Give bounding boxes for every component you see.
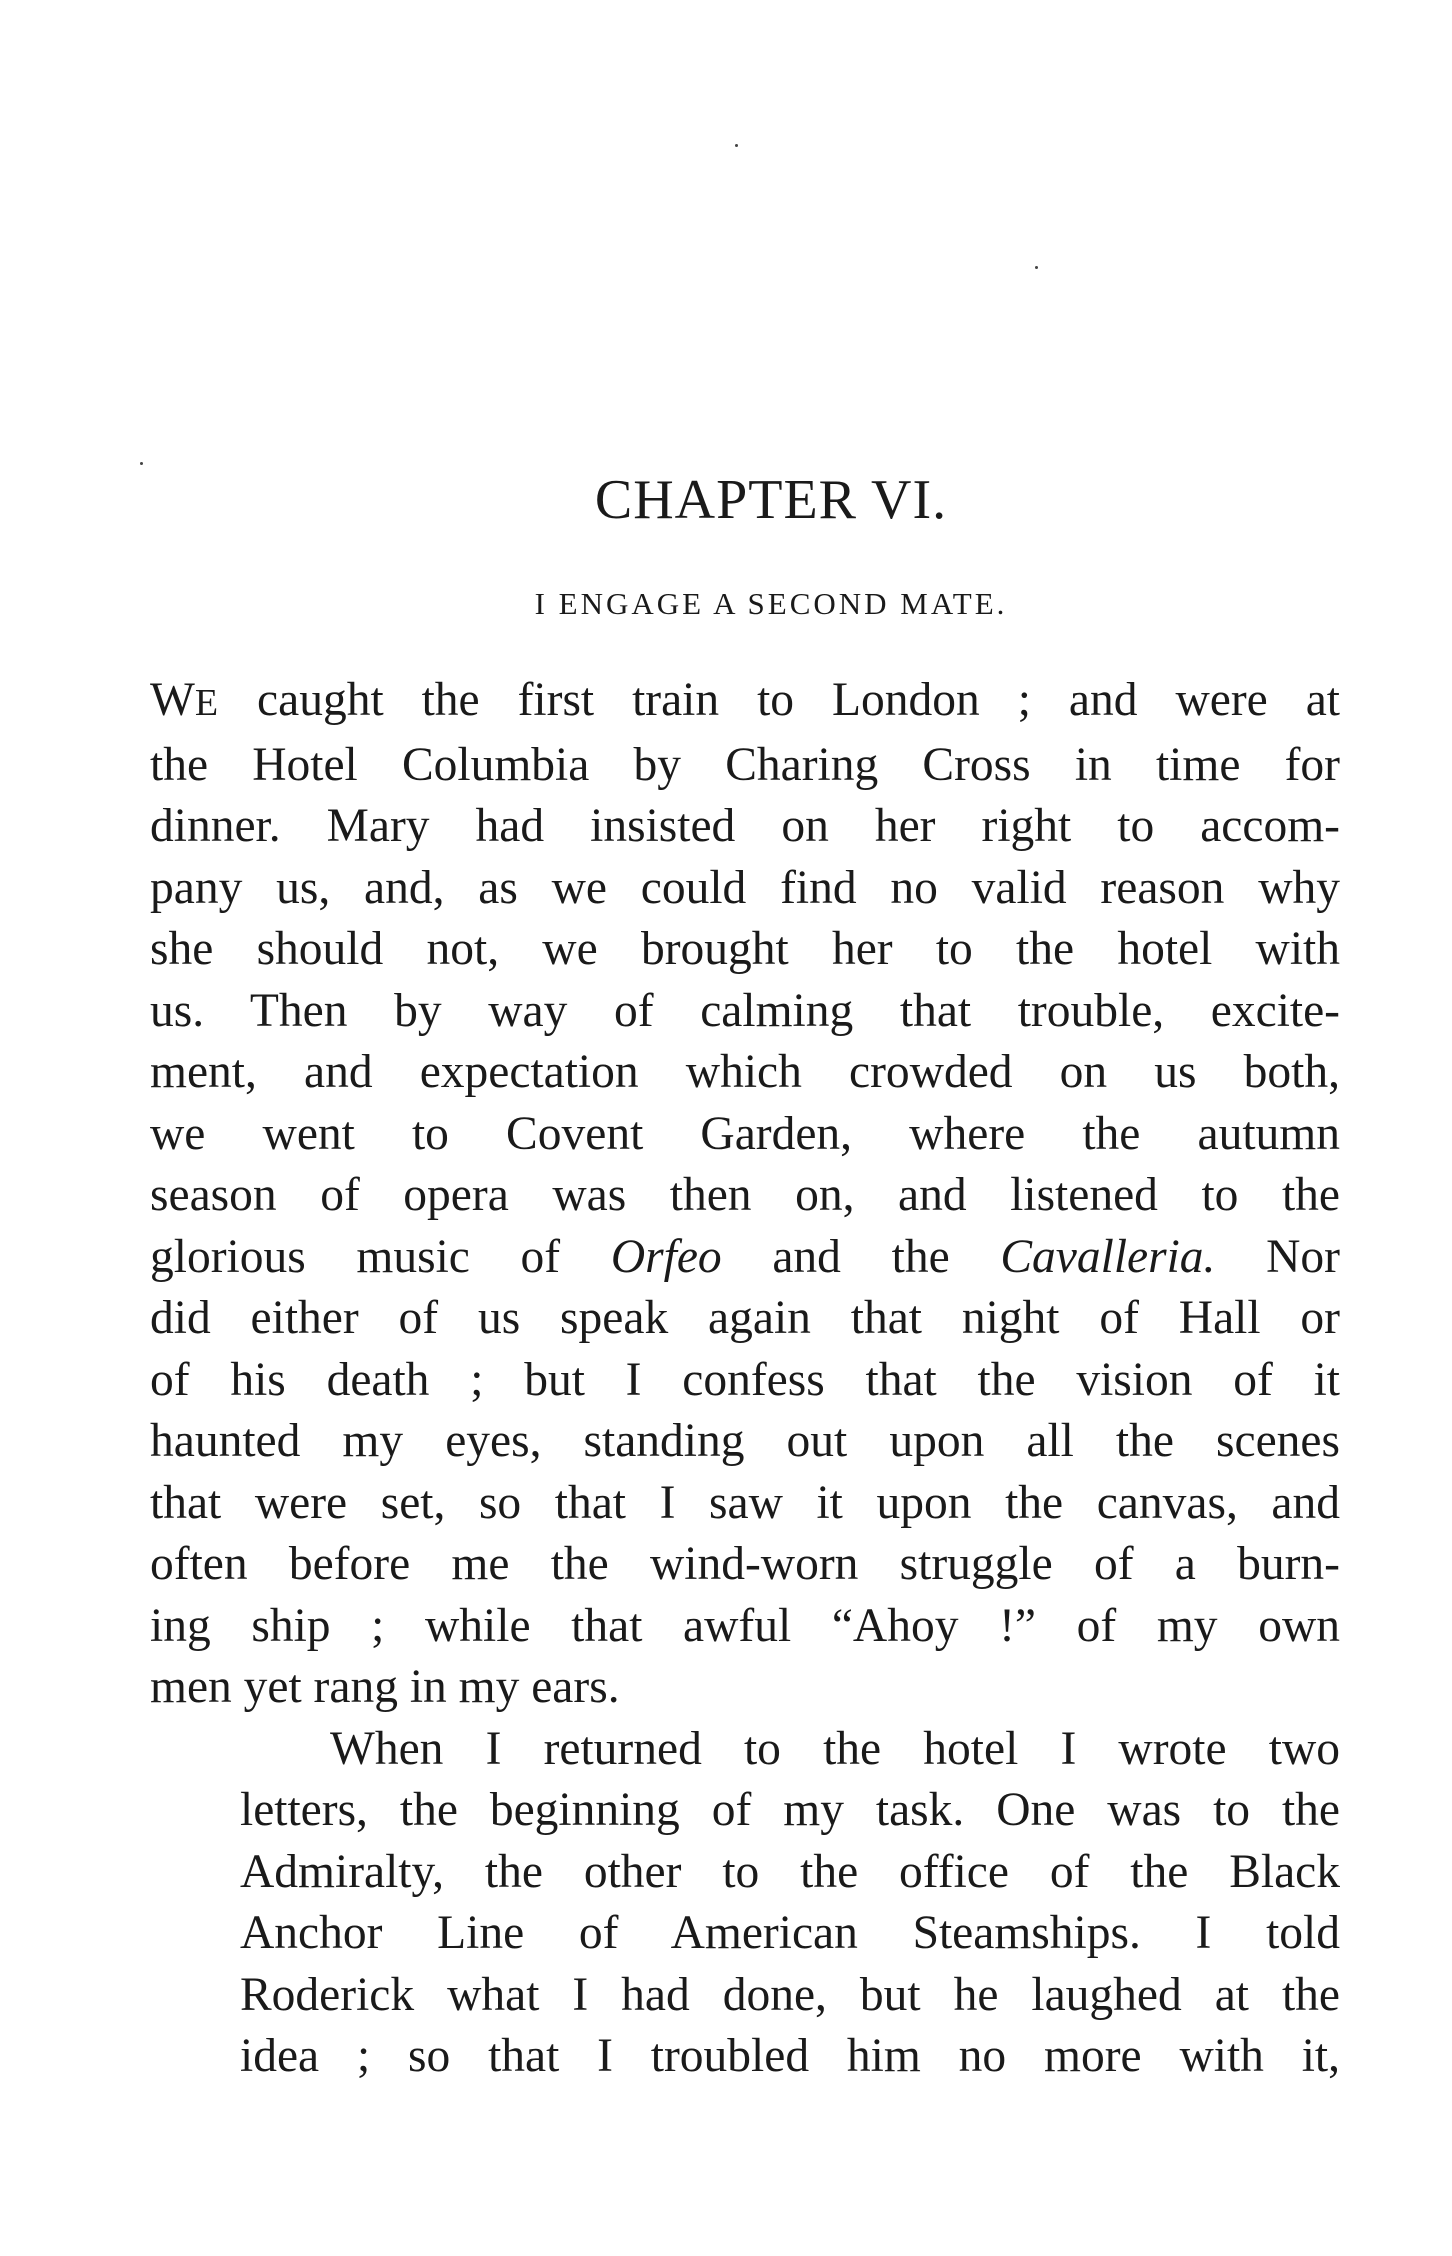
text-line (150, 1657, 1340, 1719)
text-line (150, 1780, 1340, 1842)
text-line (150, 1903, 1340, 1965)
text-segment: letters, the beginning of my task. One was to the (240, 1784, 1340, 1836)
chapter-subtitle: I ENGAGE A SECOND MATE. (534, 586, 1008, 621)
text-segment: W (150, 674, 195, 726)
text-line (150, 735, 1340, 797)
text-line (150, 1965, 1340, 2027)
text-segment: caught the first train to London ; and were at (219, 674, 1340, 726)
text-segment: ing ship ; while that awful “Ahoy !” of my own (150, 1599, 1340, 1652)
text-line (150, 1165, 1340, 1227)
print-speck (140, 462, 143, 465)
text-line (150, 858, 1340, 920)
text-line (150, 1350, 1340, 1412)
text-segment: Admiralty, the other to the office of the Black (240, 1845, 1340, 1898)
text-segment: often before me the wind-worn struggle of a burn- (150, 1538, 1340, 1590)
paragraph (150, 1719, 1340, 2088)
text-line (150, 1104, 1340, 1166)
text-segment: Nor (1215, 1230, 1340, 1283)
italic-title: Cavalleria. (1000, 1230, 1216, 1283)
text-segment: glorious music of (150, 1230, 611, 1283)
italic-title: Orfeo (610, 1230, 722, 1283)
text-segment: ment, and expectation which crowded on us both, (150, 1046, 1340, 1098)
text-segment: pany us, and, as we could find no valid reason why (150, 861, 1340, 914)
text-line (150, 1227, 1340, 1289)
text-segment: she should not, we brought her to the hotel with (150, 923, 1340, 975)
text-line (150, 796, 1340, 858)
chapter-title: CHAPTER VI. (594, 469, 948, 531)
text-segment: men yet rang in my ears. (150, 1661, 620, 1713)
text-segment: dinner. Mary had insisted on her right to accom- (150, 800, 1340, 852)
text-segment: us. Then by way of calming that trouble, excite- (150, 984, 1340, 1037)
text-segment: and the (721, 1230, 1001, 1283)
text-line (150, 1534, 1340, 1596)
text-segment: season of opera was then on, and listened to the (150, 1169, 1340, 1221)
text-line (150, 2026, 1340, 2088)
body-text (150, 670, 1340, 2088)
text-line (150, 981, 1340, 1043)
small-cap: E (194, 682, 220, 724)
text-line (150, 1411, 1340, 1473)
text-line (150, 1288, 1340, 1350)
text-segment: that were set, so that I saw it upon the canvas, and (150, 1476, 1340, 1529)
text-segment: we went to Covent Garden, where the autumn (150, 1107, 1340, 1160)
text-line (150, 670, 1340, 735)
print-speck (735, 144, 738, 147)
text-line (150, 1719, 1340, 1781)
text-segment: idea ; so that I troubled him no more with it, (240, 2030, 1340, 2082)
print-speck (1035, 266, 1038, 269)
text-segment: haunted my eyes, standing out upon all the scenes (150, 1415, 1340, 1467)
text-line (150, 1596, 1340, 1658)
text-segment: Roderick what I had done, but he laughed at the (240, 1968, 1340, 2021)
text-line (150, 1042, 1340, 1104)
text-segment: of his death ; but I confess that the vision of it (150, 1353, 1340, 1406)
text-segment: When I returned to the hotel I wrote two (330, 1722, 1340, 1775)
text-line (150, 919, 1340, 981)
text-segment: the Hotel Columbia by Charing Cross in time for (150, 738, 1340, 791)
text-segment: did either of us speak again that night of Hall or (150, 1292, 1340, 1344)
text-line (150, 1473, 1340, 1535)
text-line (150, 1842, 1340, 1904)
text-segment: Anchor Line of American Steamships. I told (240, 1907, 1340, 1959)
paragraph (150, 670, 1340, 1719)
